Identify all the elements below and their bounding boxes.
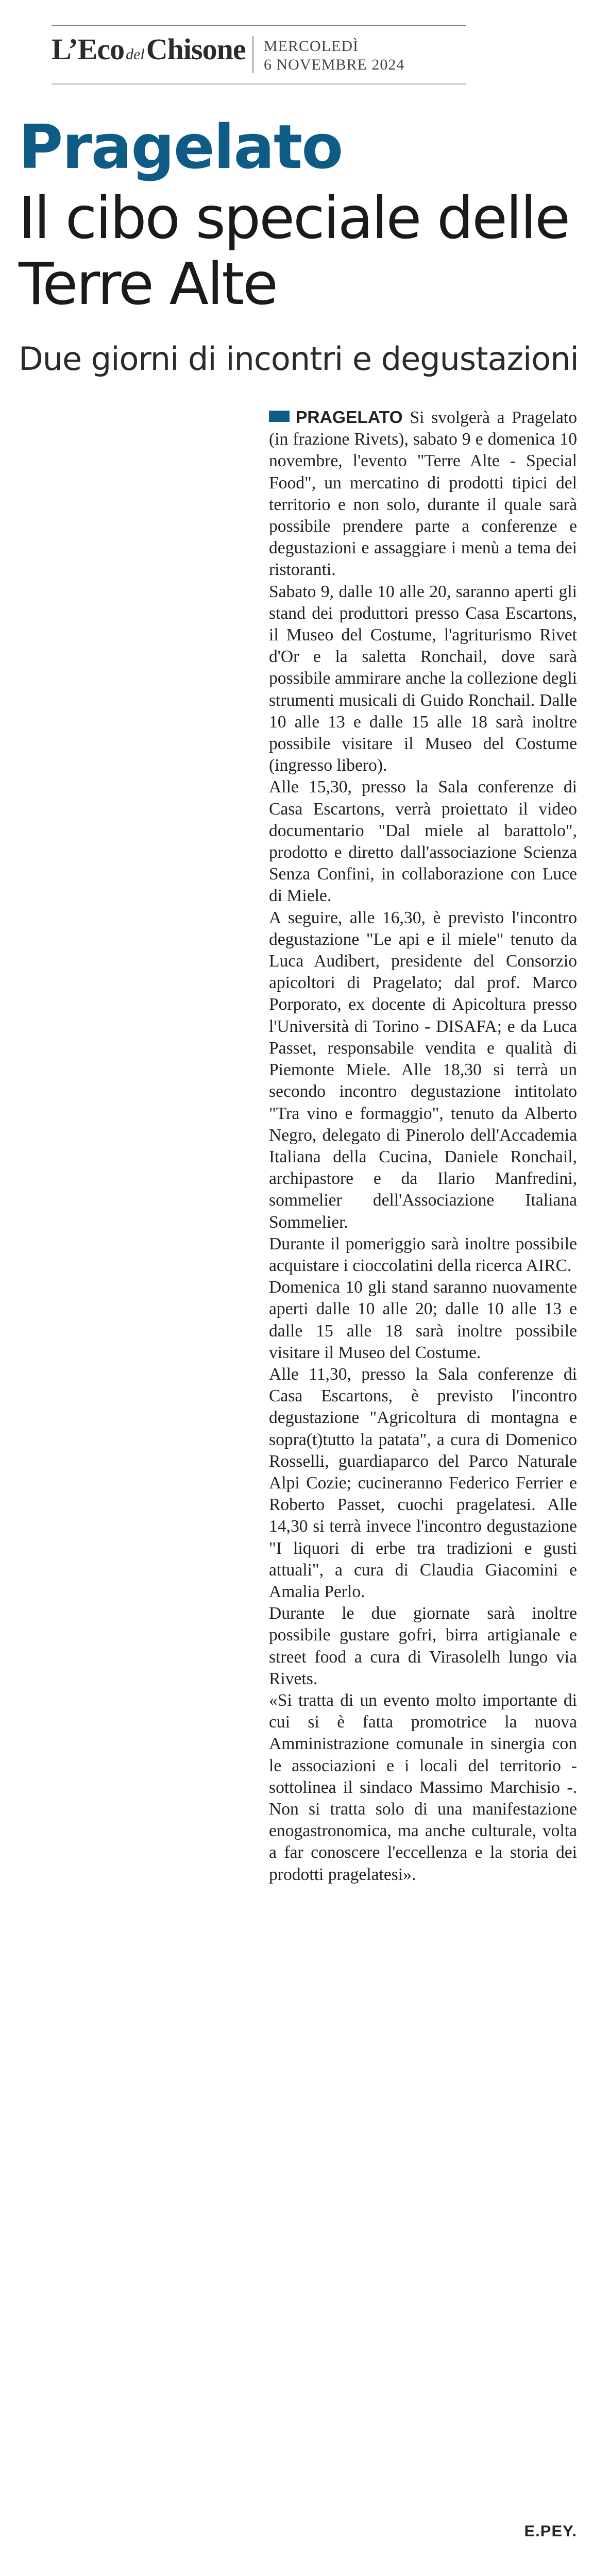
article-body	[269, 407, 577, 1886]
article-paragraph: Sabato 9, dalle 10 alle 20, saranno aperti gli stand dei produttori presso Casa Escartons, il Museo del Costume, l'agriturismo Rivet d'Or e la saletta Ronchail, dove sarà possibile ammirare anche la collezione degli strumenti musicali di Guido Ronchail. Dalle 10 alle 13 e dalle 15 alle 18 sarà inoltre possibile visitare il Museo del Costume (ingresso libero).	[269, 582, 577, 775]
author-signature: E.PEY.	[524, 2522, 577, 2540]
issue-weekday: MERCOLEDÌ	[264, 38, 359, 55]
article-paragraph: Alle 15,30, presso la Sala conferenze di Casa Escartons, verrà proiettato il video documentario "Dal miele al barattolo", prodotto e diretto dall'associazione Scienza Senza Confini, in collaborazione con Luce di Miele.	[269, 777, 577, 906]
masthead-separator	[252, 36, 253, 73]
masthead-rule-bottom	[52, 83, 466, 84]
logo-part-2: del	[126, 46, 145, 63]
article-paragraph: Durante le due giornate sarà inoltre possibile gustare gofri, birra artigianale e street food a cura di Virasolelh lungo via Rivets.	[269, 1604, 577, 1688]
article-paragraph: «Si tratta di un evento molto importante di cui si è fatta promotrice la nuova Amministrazione comunale in sinergia con le associazioni e i locali del territorio - sottolinea il sindaco Massimo Marchisio -. Non si tratta solo di una manifestazione enogastronomica, ma anche culturale, volta a far conoscere l'eccellenza e la storia dei prodotti pragelatesi».	[269, 1690, 577, 1884]
issue-date	[264, 37, 404, 74]
article-paragraph: Domenica 10 gli stand saranno nuovamente aperti dalle 10 alle 20; dalle 10 alle 13 e dalle 15 alle 18 sarà inoltre possibile visitare il Museo del Costume.	[269, 1278, 577, 1362]
article-kicker: Pragelato	[19, 111, 343, 182]
article-paragraph: Alle 11,30, presso la Sala conferenze di Casa Escartons, è previsto l'incontro degustazione "Agricoltura di montagna e sopra(t)tutto la patata", a cura di Domenico Rosselli, guardiaparco del Parco Naturale Alpi Cozie; cucineranno Federico Ferrier e Roberto Passet, cuochi pragelatesi. Alle 14,30 si terrà invece l'incontro degustazione "I liquori di erbe tra tradizioni e gusti attuali", a cura di Claudia Giacomini e Amalia Perlo.	[269, 1364, 577, 1601]
newspaper-logo	[52, 32, 246, 66]
dateline-marker	[269, 411, 290, 422]
article-paragraph: A seguire, alle 16,30, è previsto l'incontro degustazione "Le api e il miele" tenuto da Luca Audibert, presidente del Consorzio apicoltori di Pragelato; dal prof. Marco Porporato, ex docente di Apicoltura presso l'Università di Torino - DISAFA; e da Luca Passet, responsabile vendita e qualità di Piemonte Miele. Alle 18,30 si terrà un secondo incontro degustazione intitolato "Tra vino e formaggio", tenuto da Alberto Negro, delegato di Pinerolo dell'Accademia Italiana della Cucina, Daniele Ronchail, archipastore e da Ilario Manfredini, sommelier dell'Associazione Italiana Sommelier.	[269, 908, 577, 1232]
article-headline: Il cibo speciale delle Terre Alte	[19, 185, 569, 318]
article-lead-text: Si svolgerà a Pragelato (in frazione Rivets), sabato 9 e domenica 10 novembre, l'evento "Terre Alte - Special Food", un mercatino di prodotti tipici del territorio e non solo, durante il quale sarà possibile prendere parte a conferenze e degustazioni e assaggiare i menù a tema dei ristoranti.	[269, 408, 577, 580]
article-subhead: Due giorni di incontri e degustazioni	[19, 340, 579, 378]
article-lead-paragraph	[269, 407, 577, 581]
logo-part-3: Chisone	[146, 32, 246, 66]
issue-day: 6 NOVEMBRE 2024	[264, 56, 405, 73]
logo-part-1: L’Eco	[52, 32, 125, 66]
article-paragraph: Durante il pomeriggio sarà inoltre possibile acquistare i cioccolatini della ricerca AIRC.	[269, 1234, 577, 1275]
masthead-rule-top	[52, 25, 466, 26]
article-dateline: PRAGELATO	[296, 408, 403, 427]
